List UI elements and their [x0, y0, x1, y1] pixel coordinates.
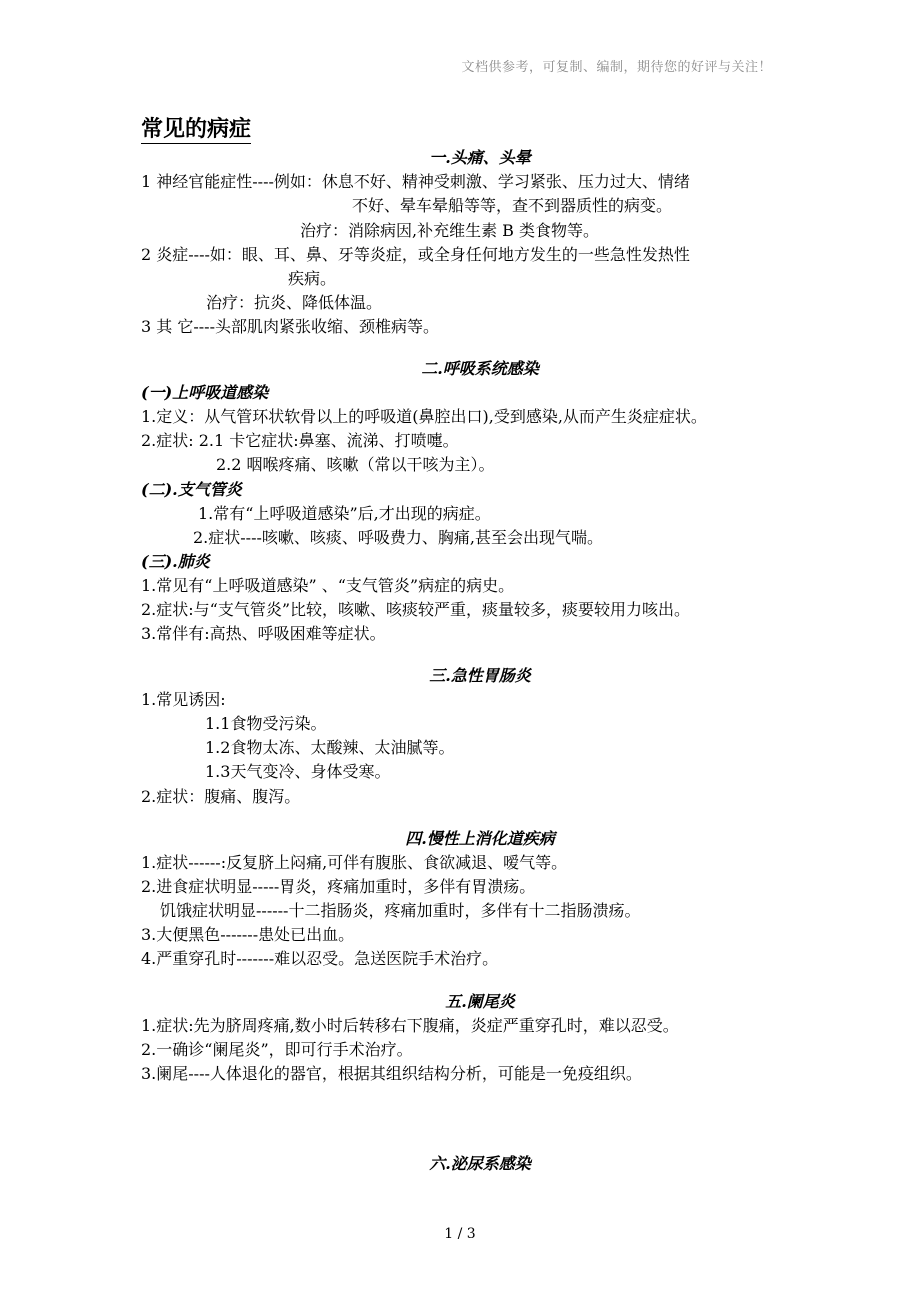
- page-number: 1 / 3: [444, 1226, 476, 1242]
- section-heading-appendicitis: 五.阑尾炎: [445, 992, 515, 1011]
- text-line: 1.常见诱因:: [141, 690, 226, 709]
- text-line: 3.阑尾----人体退化的器官，根据其组织结构分析，可能是一免疫组织。: [141, 1064, 642, 1083]
- text-line: 2.一确诊“阑尾炎”，即可行手术治疗。: [141, 1040, 413, 1059]
- text-line: 2 炎症----如：眼、耳、鼻、牙等炎症，或全身任何地方发生的一些急性发热性: [141, 245, 690, 264]
- text-line: 1.3天气变冷、身体受寒。: [205, 762, 391, 781]
- text-line: 2.症状----咳嗽、咳痰、呼吸费力、胸痛,甚至会出现气喘。: [193, 528, 603, 547]
- text-line: 2.症状:与“支气管炎”比较，咳嗽、咳痰较严重，痰量较多，痰要较用力咳出。: [141, 600, 691, 619]
- text-line: 1.常有“上呼吸道感染”后,才出现的病症。: [198, 504, 491, 523]
- text-line: 1.症状------:反复脐上闷痛,可伴有腹胀、食欲减退、嗳气等。: [141, 853, 568, 872]
- text-line: 2.症状: 2.1 卡它症状:鼻塞、流涕、打喷嚏。: [141, 431, 459, 450]
- section-heading-gastroenteritis: 三.急性胃肠炎: [429, 666, 531, 685]
- text-line: 1.症状:先为脐周疼痛,数小时后转移右下腹痛，炎症严重穿孔时，难以忍受。: [141, 1016, 679, 1035]
- section-heading-digestive: 四.慢性上消化道疾病: [405, 829, 555, 848]
- section-heading-urinary: 六.泌尿系感染: [429, 1154, 531, 1173]
- text-line: 治疗：消除病因,补充维生素 B 类食物等。: [300, 221, 600, 240]
- header-note: 文档供参考，可复制、编制，期待您的好评与关注！: [461, 60, 772, 75]
- text-line: 3.大便黑色-------患处已出血。: [141, 925, 355, 944]
- text-line: 1.1食物受污染。: [205, 714, 327, 733]
- text-line: 1.定义：从气管环状软骨以上的呼吸道(鼻腔出口),受到感染,从而产生炎症症状。: [141, 407, 707, 426]
- text-line: 2.症状：腹痛、腹泻。: [141, 787, 301, 806]
- text-line: 治疗：抗炎、降低体温。: [206, 293, 383, 312]
- subheading: (二).支气管炎: [141, 480, 242, 499]
- text-line: 1.2食物太冻、太酸辣、太油腻等。: [205, 738, 455, 757]
- subheading: (一)上呼吸道感染: [141, 383, 269, 402]
- text-line: 1 神经官能症性----例如：休息不好、精神受刺激、学习紧张、压力过大、情绪: [141, 172, 690, 191]
- section-heading-headache: 一.头痛、头晕: [429, 148, 531, 167]
- section-heading-respiratory: 二.呼吸系统感染: [421, 359, 539, 378]
- text-line: 饥饿症状明显------十二指肠炎，疼痛加重时，多伴有十二指肠溃疡。: [160, 901, 641, 920]
- page-title: 常见的病症: [141, 116, 252, 142]
- text-line: 1.常见有“上呼吸道感染” 、“支气管炎”病症的病史。: [141, 576, 515, 595]
- text-line: 疾病。: [288, 269, 337, 288]
- text-line: 3.常伴有:高热、呼吸困难等症状。: [141, 624, 386, 643]
- text-line: 4.严重穿孔时-------难以忍受。急送医院手术治疗。: [141, 949, 499, 968]
- text-line: 不好、晕车晕船等等，查不到器质性的病变。: [352, 196, 673, 215]
- text-line: 2.进食症状明显-----胃炎，疼痛加重时，多伴有胃溃疡。: [141, 877, 536, 896]
- text-line: 2.2 咽喉疼痛、咳嗽（常以干咳为主）。: [216, 455, 495, 474]
- subheading: (三).肺炎: [141, 552, 210, 571]
- text-line: 3 其 它----头部肌肉紧张收缩、颈椎病等。: [141, 317, 439, 336]
